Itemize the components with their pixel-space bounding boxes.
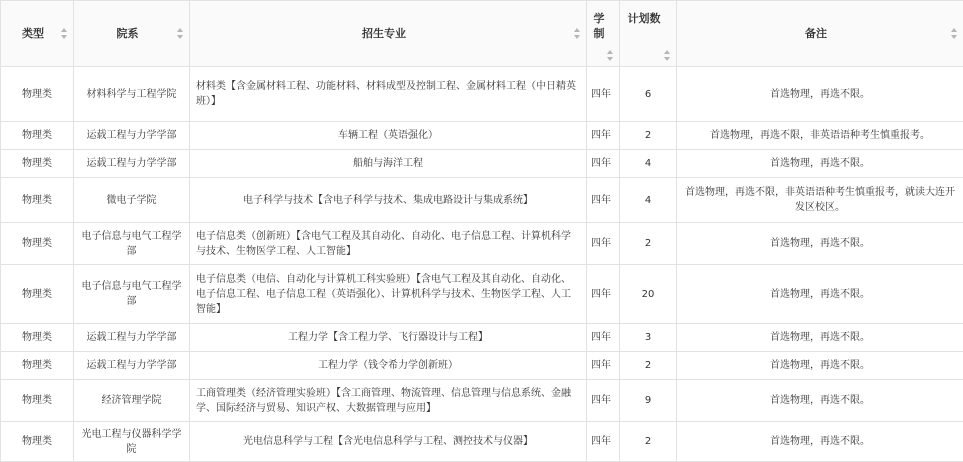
table-row [1, 265, 963, 324]
cell-plan: 2 [620, 352, 677, 380]
column-header-major[interactable] [190, 1, 587, 67]
column-header-remark-label: 备注 [805, 26, 827, 41]
cell-plan: 3 [620, 324, 677, 352]
cell-duration: 四年 [587, 122, 620, 150]
cell-type: 物理类 [1, 150, 74, 178]
cell-duration: 四年 [587, 324, 620, 352]
cell-duration: 四年 [587, 352, 620, 380]
sort-icon[interactable] [177, 28, 184, 39]
cell-plan: 20 [620, 265, 677, 324]
sort-icon[interactable] [61, 28, 68, 39]
cell-major: 电子信息类（电信、自动化与计算机工科实验班）【含电气工程及其自动化、自动化、电子信息工程、电子信息工程（英语强化）、计算机科学与技术、生物医学工程、人工智能】 [190, 265, 587, 324]
cell-type: 物理类 [1, 380, 74, 422]
column-header-duration[interactable] [587, 1, 620, 67]
table-row [1, 352, 963, 380]
cell-major: 材料类【含金属材料工程、功能材料、材料成型及控制工程、金属材料工程（中日精英班）】 [190, 67, 587, 122]
table-row [1, 422, 963, 462]
sort-icon[interactable] [664, 50, 671, 61]
cell-remark: 首选物理，再选不限，非英语语种考生慎重报考。 [677, 122, 963, 150]
table-row [1, 380, 963, 422]
cell-school: 电子信息与电气工程学部 [74, 265, 190, 324]
cell-remark: 首选物理，再选不限。 [677, 422, 963, 462]
cell-school: 光电工程与仪器科学学院 [74, 422, 190, 462]
column-header-type-label: 类型 [22, 26, 44, 41]
cell-plan: 2 [620, 122, 677, 150]
cell-school: 运载工程与力学学部 [74, 122, 190, 150]
cell-major: 光电信息科学与工程【含光电信息科学与工程、测控技术与仪器】 [190, 422, 587, 462]
cell-major: 工程力学【含工程力学、飞行器设计与工程】 [190, 324, 587, 352]
cell-duration: 四年 [587, 67, 620, 122]
cell-remark: 首选物理，再选不限。 [677, 324, 963, 352]
cell-remark: 首选物理，再选不限。 [677, 67, 963, 122]
column-header-remark[interactable] [677, 1, 963, 67]
cell-type: 物理类 [1, 223, 74, 265]
cell-school: 经济管理学院 [74, 380, 190, 422]
cell-school: 运载工程与力学学部 [74, 324, 190, 352]
cell-type: 物理类 [1, 178, 74, 223]
cell-type: 物理类 [1, 265, 74, 324]
table-row [1, 67, 963, 122]
cell-duration: 四年 [587, 265, 620, 324]
cell-plan: 9 [620, 380, 677, 422]
cell-duration: 四年 [587, 178, 620, 223]
header-row [1, 1, 963, 67]
cell-school: 微电子学院 [74, 178, 190, 223]
column-header-school-label: 院系 [117, 26, 139, 41]
cell-duration: 四年 [587, 422, 620, 462]
cell-school: 运载工程与力学学部 [74, 150, 190, 178]
sort-icon[interactable] [951, 28, 958, 39]
column-header-plan[interactable] [620, 1, 677, 67]
table-row [1, 324, 963, 352]
cell-remark: 首选物理，再选不限。 [677, 223, 963, 265]
cell-remark: 首选物理，再选不限。 [677, 150, 963, 178]
sort-icon[interactable] [574, 28, 581, 39]
cell-plan: 4 [620, 178, 677, 223]
cell-remark: 首选物理，再选不限。 [677, 380, 963, 422]
table-header [1, 1, 963, 67]
cell-plan: 4 [620, 150, 677, 178]
table-row [1, 122, 963, 150]
cell-remark: 首选物理，再选不限，非英语语种考生慎重报考，就读大连开发区校区。 [677, 178, 963, 223]
table-row [1, 223, 963, 265]
table-row [1, 150, 963, 178]
cell-plan: 2 [620, 223, 677, 265]
cell-school: 电子信息与电气工程学部 [74, 223, 190, 265]
cell-remark: 首选物理，再选不限。 [677, 265, 963, 324]
column-header-major-label: 招生专业 [362, 26, 406, 41]
table-body [1, 67, 963, 462]
table-row [1, 178, 963, 223]
sort-icon[interactable] [607, 50, 614, 61]
cell-type: 物理类 [1, 324, 74, 352]
column-header-school[interactable] [74, 1, 190, 67]
cell-plan: 6 [620, 67, 677, 122]
cell-major: 船舶与海洋工程 [190, 150, 587, 178]
cell-remark: 首选物理，再选不限。 [677, 352, 963, 380]
cell-duration: 四年 [587, 150, 620, 178]
column-header-plan-label: 计划数 [628, 11, 661, 26]
cell-school: 材料科学与工程学院 [74, 67, 190, 122]
cell-type: 物理类 [1, 122, 74, 150]
cell-type: 物理类 [1, 352, 74, 380]
cell-duration: 四年 [587, 223, 620, 265]
column-header-type[interactable] [1, 1, 74, 67]
cell-major: 电子信息类（创新班）【含电气工程及其自动化、自动化、电子信息工程、计算机科学与技术、生物医学工程、人工智能】 [190, 223, 587, 265]
cell-plan: 2 [620, 422, 677, 462]
cell-duration: 四年 [587, 380, 620, 422]
cell-type: 物理类 [1, 422, 74, 462]
cell-major: 车辆工程（英语强化） [190, 122, 587, 150]
cell-type: 物理类 [1, 67, 74, 122]
cell-major: 工商管理类（经济管理实验班）【含工商管理、物流管理、信息管理与信息系统、金融学、国际经济与贸易、知识产权、大数据管理与应用】 [190, 380, 587, 422]
cell-school: 运载工程与力学学部 [74, 352, 190, 380]
cell-major: 工程力学（钱令希力学创新班） [190, 352, 587, 380]
cell-major: 电子科学与技术【含电子科学与技术、集成电路设计与集成系统】 [190, 178, 587, 223]
column-header-duration-label: 学制 [593, 11, 605, 41]
